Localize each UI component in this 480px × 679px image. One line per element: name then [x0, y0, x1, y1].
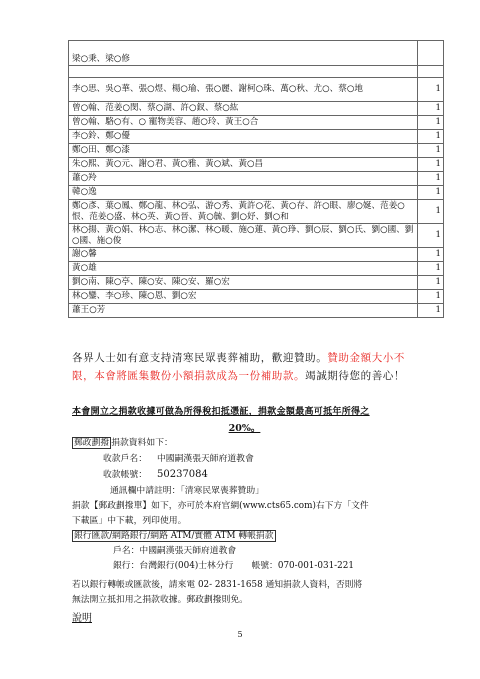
- donor-count-cell: [418, 66, 444, 78]
- donor-count-cell: 1: [418, 78, 444, 102]
- receipt-note-line-1: 若以銀行轉帳或匯款後，請來電 02- 2831-1658 通知捐款人資料，否則將: [72, 580, 363, 590]
- donor-row: [69, 116, 444, 130]
- donor-names-cell: 朱○熙、黃○元、謝○君、黃○雅、黃○斌、黃○昌: [69, 158, 418, 172]
- bank-holder-line: [113, 544, 236, 558]
- donor-row: [69, 66, 444, 78]
- postal-account-name-line: [103, 452, 254, 466]
- donor-names-cell: 韓○逸: [69, 186, 418, 200]
- donor-names-cell: 鄭○田、鄭○漆: [69, 144, 418, 158]
- donor-row: [69, 102, 444, 116]
- bank-holder: 中國嗣漢張天師府道教會: [139, 546, 237, 556]
- tax-deduction-percent: 20%。: [228, 423, 261, 434]
- bank-account-no: 070-001-031-221: [277, 561, 354, 571]
- donor-names-cell: 曾○翰、范姜○閔、蔡○湖、許○釵、蔡○紘: [69, 102, 418, 116]
- donor-count-cell: 1: [418, 276, 444, 290]
- appeal-highlight: 贊助金額大小不限，本會將匯集數份小額捐款成為一份補助款。: [72, 352, 406, 382]
- receipt-note-line-2: 無法開立抵扣用之捐款收據。郵政劃撥則免。: [72, 595, 248, 605]
- bank-account-line: [113, 559, 354, 573]
- appeal-lead: 各界人士如有意支持清寒民眾喪葬補助，歡迎贊助。: [72, 352, 328, 364]
- donor-table-body: [69, 41, 444, 318]
- donor-count-cell: 1: [418, 200, 444, 224]
- section-heading: 說明: [72, 613, 92, 624]
- donor-count-cell: 1: [418, 248, 444, 262]
- donor-names-cell: 林○揚、黃○娟、林○志、林○潔、林○暖、施○蓮、黃○琤、劉○辰、劉○氏、劉○國、劉○國、施○俊: [69, 224, 418, 248]
- donor-names-cell: 黃○雄: [69, 262, 418, 276]
- donor-names-cell: 曾○翰、駱○有、○ 寵物美容、趙○玲、黃王○合: [69, 116, 418, 130]
- bank-name: 台灣銀行(004)士林分行: [139, 561, 234, 571]
- donor-names-cell: 李○思、吳○華、張○煜、楊○瑜、張○麗、謝柯○珠、萬○秋、尤○、蔡○地: [69, 78, 418, 102]
- donor-row: [69, 186, 444, 200]
- donor-row: [69, 290, 444, 304]
- donor-row: [69, 158, 444, 172]
- donor-count-cell: 1: [418, 224, 444, 248]
- postal-box-label: 郵政劃撥: [74, 438, 110, 448]
- donor-row: [69, 304, 444, 318]
- postal-account-no-line: [103, 468, 208, 482]
- donor-row: [69, 144, 444, 158]
- donor-count-cell: 1: [418, 130, 444, 144]
- donor-row: [69, 262, 444, 276]
- donor-row: [69, 172, 444, 186]
- donor-names-cell: 梁○秉、梁○修: [69, 41, 418, 66]
- donor-row: [69, 224, 444, 248]
- postal-form-line-2: 下載區」中下載，列印使用。: [72, 516, 187, 526]
- postal-intro-line: [72, 436, 173, 450]
- donor-names-cell: [69, 66, 418, 78]
- donor-names-cell: 鄭○彥、葉○鳳、鄭○龍、林○弘、游○秀、黃許○花、黃○存、許○眼、廖○娫、范姜○恨、范姜○盛、林○英、黃○晉、黃○毓、劉○妤、劉○和: [69, 200, 418, 224]
- donor-count-cell: 1: [418, 186, 444, 200]
- donor-count-cell: 1: [418, 290, 444, 304]
- donor-names-cell: 劉○南、陳○亭、陳○安、陳○安、羅○宏: [69, 276, 418, 290]
- donor-row: [69, 248, 444, 262]
- bank-holder-label: 戶名：: [113, 546, 140, 556]
- donor-count-cell: 1: [418, 158, 444, 172]
- donor-names-cell: 蕭○羚: [69, 172, 418, 186]
- donor-row: [69, 78, 444, 102]
- donor-row: [69, 200, 444, 224]
- bank-name-label: 銀行：: [113, 561, 140, 571]
- donor-names-cell: 林○鑾、李○珍、陳○恩、劉○宏: [69, 290, 418, 304]
- donor-count-cell: 1: [418, 172, 444, 186]
- donor-count-cell: 1: [418, 262, 444, 276]
- postal-account-name-label: 收款戶名：: [103, 454, 147, 464]
- donor-row: [69, 130, 444, 144]
- appeal-paragraph: [72, 349, 417, 385]
- donor-names-cell: 李○鈴、鄭○優: [69, 130, 418, 144]
- donor-names-cell: 蕭王○芳: [69, 304, 418, 318]
- page-number: 5: [237, 630, 243, 639]
- postal-memo: 通訊欄中請註明：「清寒民眾喪葬贊助」: [110, 486, 264, 496]
- donor-count-cell: 1: [418, 304, 444, 318]
- bank-transfer-line: [72, 529, 276, 543]
- donor-row: [69, 41, 444, 66]
- bank-box-label: 銀行匯款/網路銀行/網路 ATM/實體 ATM 轉帳捐款: [74, 531, 274, 541]
- appeal-tail: 竭誠期待您的善心！: [305, 370, 406, 382]
- postal-account-no-label: 收款帳號：: [103, 470, 147, 480]
- donor-count-cell: 1: [418, 116, 444, 130]
- donor-count-cell: 1: [418, 102, 444, 116]
- donor-count-cell: 1: [418, 144, 444, 158]
- postal-account-no: 50237084: [157, 469, 208, 480]
- donor-names-cell: 謝○馨: [69, 248, 418, 262]
- donor-row: [69, 276, 444, 290]
- donor-count-cell: [418, 41, 444, 66]
- postal-account-name: 中國嗣漢張天師府道教會: [157, 454, 254, 464]
- bank-account-label: 帳號：: [251, 561, 278, 571]
- postal-intro: 捐款資料如下：: [111, 438, 173, 448]
- postal-form-line-1: 捐款【郵政劃撥單】如下，亦可於本府官網(www.cts65.com)右下方「文件: [72, 501, 369, 511]
- donor-table: [68, 40, 444, 318]
- tax-deduction-note: 本會開立之捐款收據可做為所得稅扣抵憑証，捐款金額最高可抵年所得之: [72, 407, 370, 417]
